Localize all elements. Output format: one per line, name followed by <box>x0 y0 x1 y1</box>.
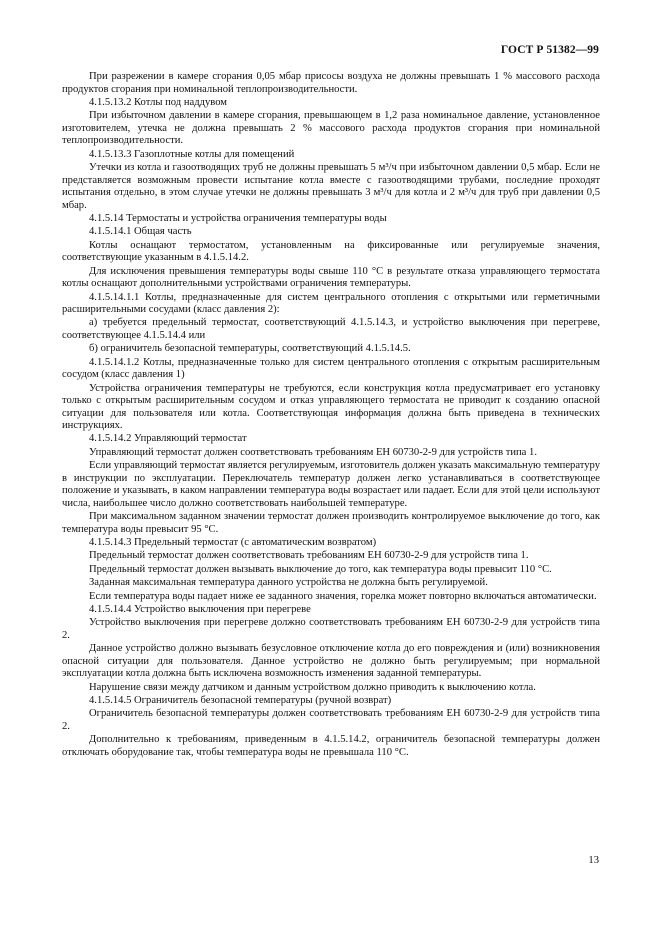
paragraph: 4.1.5.14.1.2 Котлы, предназначенные только для систем центрального отопления с открытым расширительным сосудом (класс давления 1) <box>62 356 600 381</box>
page-body <box>62 71 600 760</box>
paragraph: При избыточном давлении в камере сгорания, превышающем в 1,2 раза номинальное давление, установленное изготовителем, утечка не должна превышать 2 % массового расхода продуктов сгорания при номинальной теплопроизводительности. <box>62 110 600 147</box>
paragraph: Заданная максимальная температура данного устройства не должна быть регулируемой. <box>89 577 488 589</box>
section-heading: 4.1.5.14.1 Общая часть <box>89 226 192 238</box>
paragraph: Предельный термостат должен соответствовать требованиям ЕН 60730-2-9 для устройств типа 1. <box>89 550 529 562</box>
paragraph: Устройство выключения при перегреве должно соответствовать требованиям ЕН 60730-2-9 для устройств типа 2. <box>62 617 600 641</box>
page-number: 13 <box>588 855 599 866</box>
list-item: а) требуется предельный термостат, соответствующий 4.1.5.14.3, и устройство выключения при перегреве, соответствующее 4.1.5.14.4 или <box>62 317 600 341</box>
paragraph: Данное устройство должно вызывать безусловное отключение котла до его повреждения и (или) возникновения опасной ситуации для пользователя. Данное устройство не должно быть регулируемым; при нормальной эксплуатации котла должна быть исключена возможность изменения заданной температуры. <box>62 643 600 680</box>
section-heading: 4.1.5.14.3 Предельный термостат (с автоматическим возвратом) <box>89 537 377 549</box>
paragraph: Утечки из котла и газоотводящих труб не должны превышать 5 м³/ч при избыточном давлении 0,5 мбар. Если не представляется возможным провести испытание котла вместе с газоотводящими трубами, последние проходят испытания отдельно, в этом случае утечки не должны превышать 3 м³/ч для котла и 2 м³/ч для труб при давлении 0,5 мбар. <box>62 162 600 211</box>
section-heading: 4.1.5.14.2 Управляющий термостат <box>89 433 247 445</box>
list-item: б) ограничитель безопасной температуры, соответствующий 4.1.5.14.5. <box>89 343 411 355</box>
section-heading: 4.1.5.13.3 Газоплотные котлы для помещений <box>89 148 295 160</box>
paragraph: Дополнительно к требованиям, приведенным в 4.1.5.14.2, ограничитель безопасной температуры должен отключать оборудование так, чтобы температура воды не превышала 110 °С. <box>62 734 600 758</box>
section-heading: 4.1.5.14.4 Устройство выключения при перегреве <box>89 603 311 615</box>
paragraph: Предельный термостат должен вызывать выключение до того, как температура воды превысит 110 °С. <box>89 563 552 575</box>
paragraph: Для исключения превышения температуры воды свыше 110 °С в результате отказа управляющего термостата котлы оснащают дополнительными устройствами ограничения температуры. <box>62 265 600 290</box>
paragraph: 4.1.5.14.1.1 Котлы, предназначенные для систем центрального отопления с открытыми или герметичными расширительными сосудами (класс давления 2): <box>62 291 600 316</box>
paragraph: Котлы оснащают термостатом, установленным на фиксированные или регулируемые значения, соответствующие указанным в 4.1.5.14.2. <box>62 239 600 264</box>
paragraph: При разрежении в камере сгорания 0,05 мбар присосы воздуха не должны превышать 1 % массового расхода продуктов сгорания при номинальной теплопроизводительности. <box>62 71 600 95</box>
paragraph: Если управляющий термостат является регулируемым, изготовитель должен указать максимальную температуру в инструкции по эксплуатации. Переключатель температур должен легко устанавливаться в соответствующее положение и указывать, в каком направлении температура воды возрастает или падает. Если для этой цели используют числа, наибольшее число должно соответствовать наибольшей температуре. <box>62 460 600 509</box>
document-header: ГОСТ Р 51382—99 <box>500 44 599 56</box>
paragraph: При максимальном заданном значении термостат должен производить контролируемое выключение до того, как температура воды превысит 95 °С. <box>62 511 600 535</box>
paragraph: Ограничитель безопасной температуры должен соответствовать требованиям ЕН 60730-2-9 для устройств типа 2. <box>62 708 600 732</box>
section-heading: 4.1.5.14.5 Ограничитель безопасной температуры (ручной возврат) <box>89 695 392 707</box>
paragraph: Если температура воды падает ниже ее заданного значения, горелка может повторно включаться автоматически. <box>89 590 597 602</box>
section-heading: 4.1.5.13.2 Котлы под наддувом <box>89 96 228 108</box>
section-heading: 4.1.5.14 Термостаты и устройства ограничения температуры воды <box>89 212 387 224</box>
paragraph: Управляющий термостат должен соответствовать требованиям ЕН 60730-2-9 для устройств типа 1. <box>89 446 537 458</box>
paragraph: Устройства ограничения температуры не требуются, если конструкция котла предусматривает его установку только с открытым расширительным сосудом и отказ управляющего термостата не приводит к созданию опасной ситуации для пользователя или котла. Соответствующая информация должна быть приведена в технических инструкциях. <box>62 382 600 432</box>
paragraph: Нарушение связи между датчиком и данным устройством должно приводить к выключению котла. <box>89 681 536 693</box>
